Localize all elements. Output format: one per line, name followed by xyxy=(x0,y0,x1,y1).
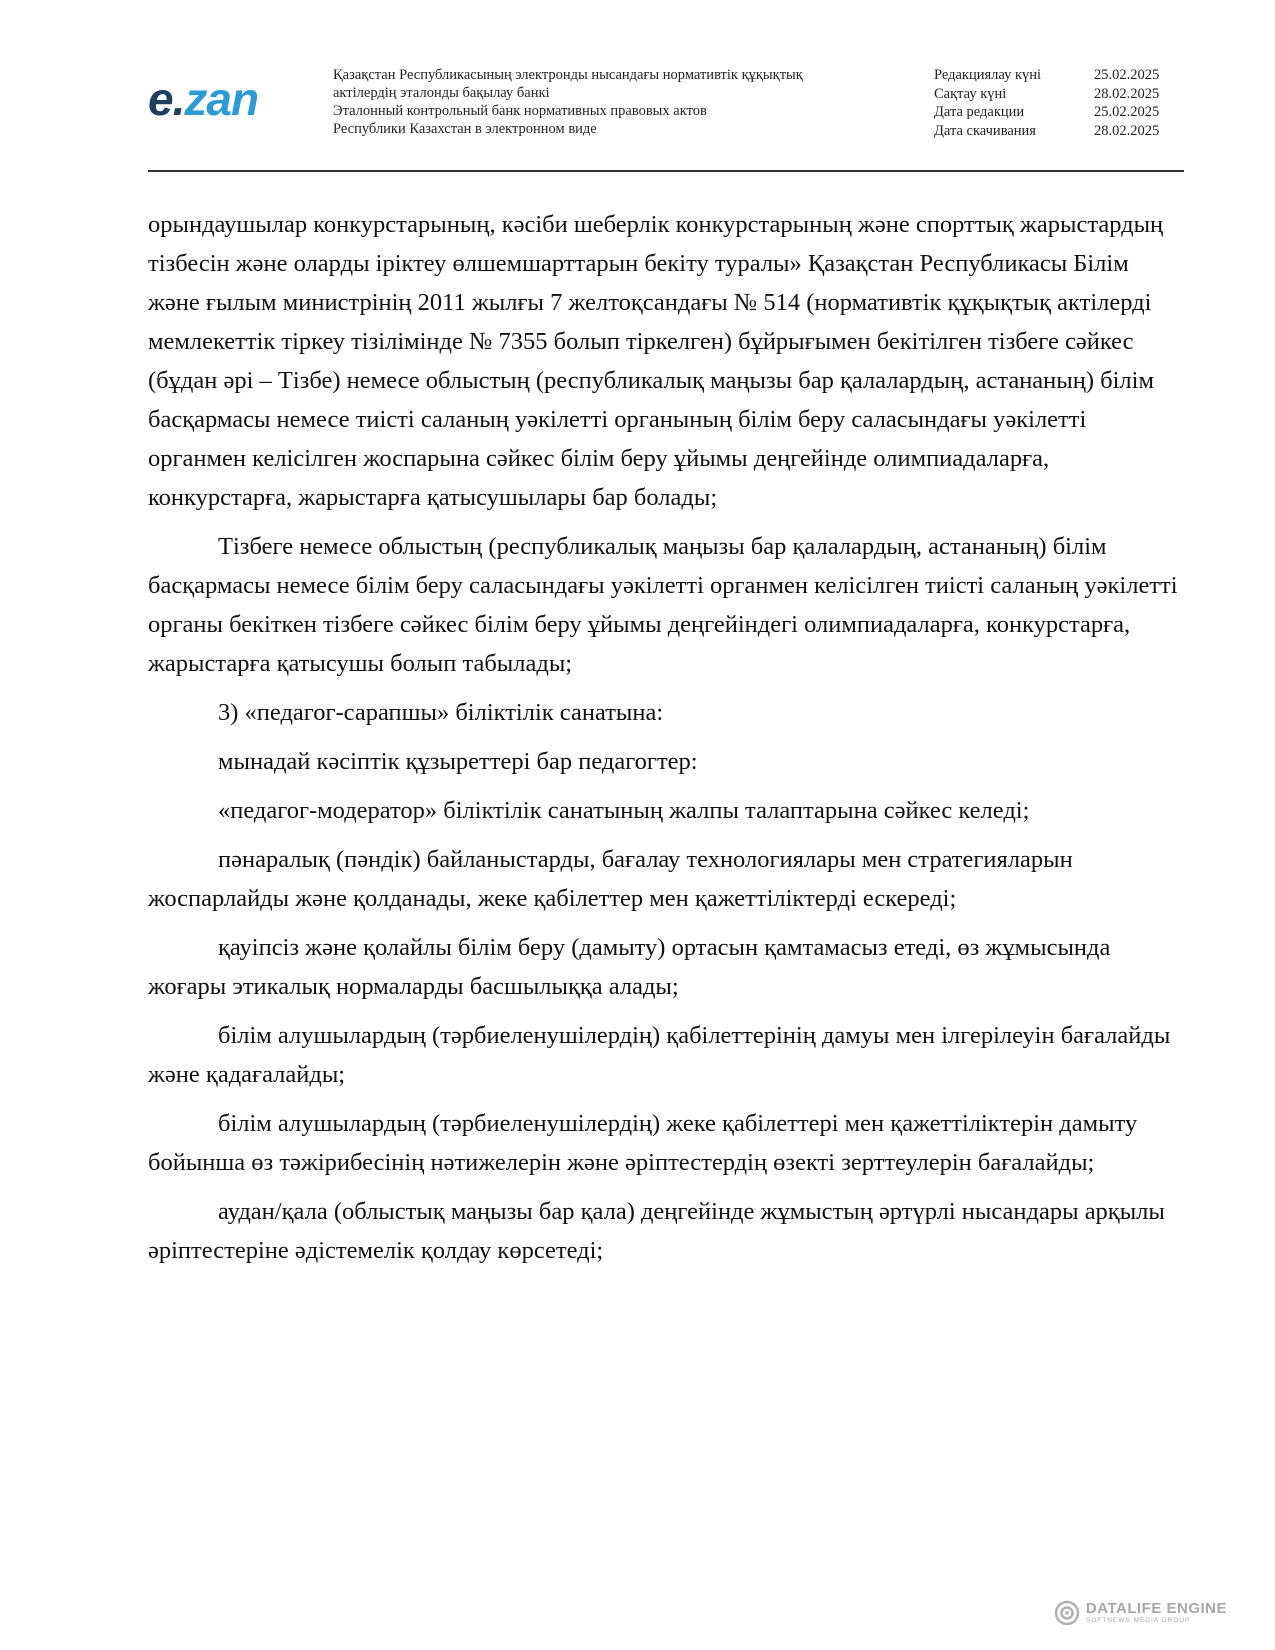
meta-row xyxy=(934,122,1174,141)
paragraph: қауіпсіз және қолайлы білім беру (дамыту) ортасын қамтамасыз етеді, өз жұмысында жоғары этикалық нормаларды басшылыққа алады; xyxy=(148,934,1111,1000)
ezan-logo[interactable]: e.zan xyxy=(148,73,259,125)
paragraph: білім алушылардың (тәрбиеленушілердің) қабілеттерінің дамуы мен ілгерілеуін бағалайды және қадағалайды; xyxy=(148,1022,1171,1088)
meta-label: Дата редакции xyxy=(934,104,1025,120)
paragraph: пәнаралық (пәндік) байланыстарды, бағалау технологиялары мен стратегияларын жоспарлайды және қолданады, жеке қабілеттер мен қажеттіліктерді ескереді; xyxy=(148,846,1073,912)
meta-label: Дата скачивания xyxy=(934,122,1036,139)
watermark-text xyxy=(1086,1601,1227,1625)
paragraph: 3) «педагог-сарапшы» біліктілік санатына: xyxy=(218,699,664,726)
meta-value: 25.02.2025 xyxy=(1094,67,1160,83)
org-line: Республики Казахстан в электронном виде xyxy=(333,121,597,137)
org-line: Қазақстан Республикасының электронды нысандағы нормативтік құқықтық xyxy=(333,67,803,83)
document-header xyxy=(148,64,1184,164)
document-body xyxy=(148,205,1178,1280)
paragraph: Тізбеге немесе облыстың (республикалық маңызы бар қалалардың, астананың) білім басқармасы немесе білім беру саласындағы уәкілетті органмен келісілген тиісті саланың уәкілетті органы бекіткен тізбеге сәйкес білім беру ұйымы деңгейіндегі олимпиадаларға, конкурстарға, жарыстарға қатысушы болып табылады; xyxy=(148,533,1178,677)
watermark-subtitle: SOFTNEWS MEDIA GROUP xyxy=(1085,1617,1191,1625)
paragraph: орындаушылар конкурстарының, кәсіби шеберлік конкурстарының және спорттық жарыстардың тізбесін және оларды іріктеу өлшемшарттарын бекіту туралы» Қазақстан Республикасы Білім және ғылым министрінің 2011 жылғы 7 желтоқсандағы № 514 (нормативтік құқықтық актілерді мемлекеттік тіркеу тізілімінде № 7355 болып тіркелген) бұйрығымен бекітілген тізбеге сәйкес (бұдан әрі – Тізбе) немесе облыстың (республикалық маңызы бар қалалардың, астананың) білім басқармасы немесе тиісті саланың уәкілетті органының білім беру саласындағы уәкілетті органмен келісілген жоспарына сәйкес білім беру ұйымы деңгейінде олимпиадаларға, конкурстарға, жарыстарға қатысушылары бар болады; xyxy=(148,211,1164,511)
meta-value: 28.02.2025 xyxy=(1094,85,1160,102)
document-dates xyxy=(934,66,1174,140)
organization-name xyxy=(333,66,803,138)
meta-label: Редакциялау күні xyxy=(934,67,1042,83)
meta-row xyxy=(934,66,1174,85)
org-line: актілердің эталонды бақылау банкі xyxy=(333,85,550,101)
meta-row xyxy=(934,85,1174,104)
meta-value: 28.02.2025 xyxy=(1094,122,1160,139)
meta-row xyxy=(934,103,1174,122)
header-divider xyxy=(148,170,1184,172)
paragraph: «педагог-модератор» біліктілік санатының жалпы талаптарына сәйкес келеді; xyxy=(218,797,1030,824)
meta-label: Сақтау күні xyxy=(934,85,1007,102)
meta-value: 25.02.2025 xyxy=(1094,104,1160,120)
paragraph: білім алушылардың (тәрбиеленушілердің) жеке қабілеттері мен қажеттіліктерін дамыту бойынша өз тәжірибесінің нәтижелерін және әріптестердің өзекті зерттеулерін бағалайды; xyxy=(148,1110,1138,1176)
paragraph: аудан/қала (облыстық маңызы бар қала) деңгейінде жұмыстың әртүрлі нысандары арқылы әріптестеріне әдістемелік қолдау көрсетеді; xyxy=(148,1198,1165,1264)
watermark-title: DATALIFE ENGINE xyxy=(1085,1600,1227,1618)
org-line: Эталонный контрольный банк нормативных правовых актов xyxy=(333,103,707,119)
datalife-logo-icon xyxy=(1054,1600,1080,1626)
paragraph: мынадай кәсіптік құзыреттері бар педагогтер: xyxy=(218,748,698,775)
datalife-watermark xyxy=(1054,1600,1227,1626)
